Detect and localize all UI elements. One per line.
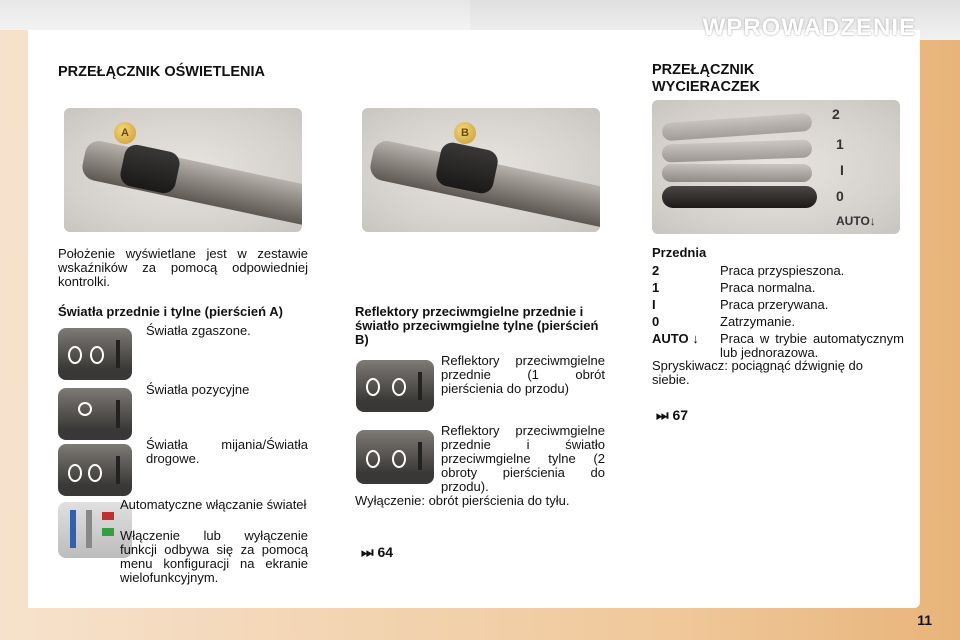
wiper-mark-auto: AUTO↓ [836, 214, 876, 228]
wiper-mark-i: I [840, 162, 844, 178]
wiper-row-auto: AUTO ↓ Praca w trybie automatycznym lub jednorazowa. [652, 331, 904, 360]
page-ref-64[interactable]: ⏭ 64 [361, 544, 394, 560]
rear-fog-icon [356, 430, 434, 484]
ring-a-subtitle: Światła przednie i tylne (pierścień A) [58, 304, 283, 319]
item-off-text: Światła zgaszone. [146, 323, 251, 338]
wiper-stalk-photo [652, 100, 900, 234]
wiper-switch-title: PRZEŁĄCZNIK WYCIERACZEK [652, 62, 760, 95]
lighting-stalk-photo [64, 108, 302, 232]
forward-icon: ⏭ [656, 407, 669, 423]
item-auto-text: Automatyczne włączanie świateł [120, 497, 307, 512]
item-auto2-text: Włączenie lub wyłączenie funkcji odbywa się za pomocą menu konfiguracji na ekranie wielofunkcyjnym. [120, 528, 308, 585]
ring-b-marker: B [454, 122, 476, 144]
fog2-text: Reflektory przeciwmgielne przednie i światło przeciwmgielne tylne (2 obroty pierścienia do przodu). [441, 423, 605, 494]
ring-b-subtitle: Reflektory przeciwmgielne przednie i światło przeciwmgielne tylne (pierścień B) [355, 304, 599, 347]
washer-text: Spryskiwacz: pociągnąć dźwignię do siebie. [652, 358, 863, 387]
fog1-text: Reflektory przeciwmgielne przednie (1 obrót pierścienia do przodu) [441, 353, 605, 396]
front-fog-icon [356, 360, 434, 412]
item-pos-text: Światła pozycyjne [146, 382, 250, 397]
fog-stalk-photo [362, 108, 600, 232]
page-number: 11 [917, 612, 932, 628]
item-low-text: Światła mijania/Światła drogowe. [146, 437, 308, 466]
lighting-switch-title: PRZEŁĄCZNIK OŚWIETLENIA [58, 64, 266, 80]
wiper-mark-1: 1 [836, 136, 844, 152]
page-title: WPROWADZENIE [702, 14, 916, 41]
low-beam-icon [58, 444, 132, 496]
front-label: Przednia [652, 245, 707, 260]
page-ref-67[interactable]: ⏭ 67 [656, 407, 689, 423]
wiper-mark-0: 0 [836, 188, 844, 204]
lights-off-icon [58, 328, 132, 380]
forward-icon: ⏭ [361, 544, 374, 560]
intro-text: Położenie wyświetlane jest w zestawie wskaźników za pomocą odpowiedniej kontrolki. [58, 246, 308, 289]
ring-a-marker: A [114, 122, 136, 144]
wiper-mark-2: 2 [832, 106, 840, 122]
fog-off-text: Wyłączenie: obrót pierścienia do tyłu. [355, 493, 570, 508]
position-lights-icon [58, 388, 132, 440]
